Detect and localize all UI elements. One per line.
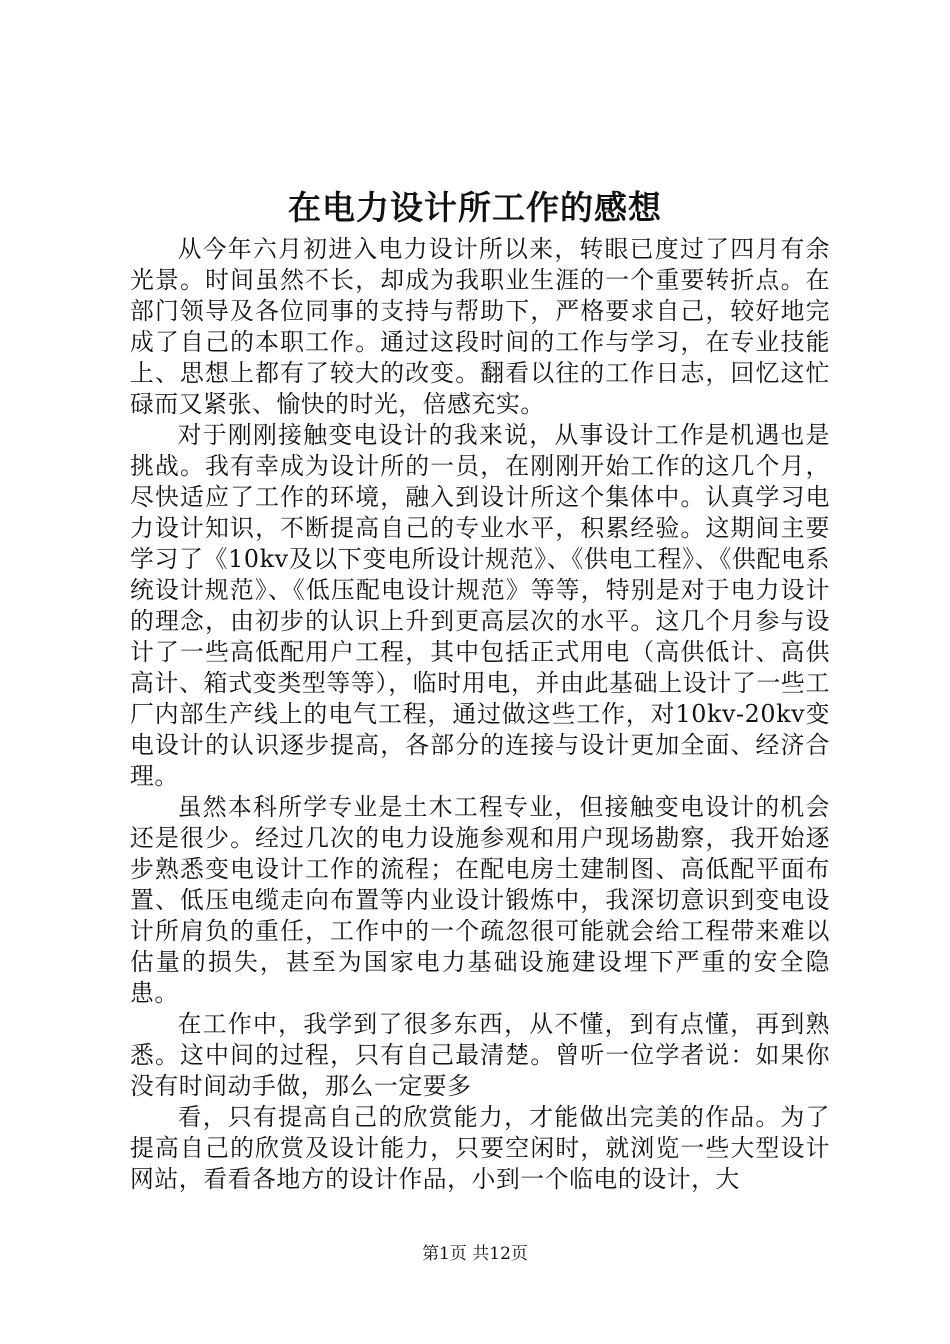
- paragraph-3: 虽然本科所学专业是土木工程专业，但接触变电设计的机会还是很少。经过几次的电力设施参观和用户现场勘察，我开始逐步熟悉变电设计工作的流程；在配电房土建制图、高低配平面布置、低压电缆走向布置等内业设计锻炼中，我深切意识到变电设计所肩负的重任，工作中的一个疏忽很可能就会给工程带来难以估量的损失，甚至为国家电力基础设施建设埋下严重的安全隐患。: [130, 793, 830, 1007]
- paragraph-1: 从今年六月初进入电力设计所以来，转眼已度过了四月有余光景。时间虽然不长，却成为我职业生涯的一个重要转折点。在部门领导及各位同事的支持与帮助下，严格要求自己，较好地完成了自己的本职工作。通过这段时间的工作与学习，在专业技能上、思想上都有了较大的改变。翻看以往的工作日志，回忆这忙碌而又紧张、愉快的时光，倍感充实。: [130, 235, 830, 418]
- paragraph-4: 在工作中，我学到了很多东西，从不懂，到有点懂，再到熟悉。这中间的过程，只有自己最清楚。曾听一位学者说：如果你没有时间动手做，那么一定要多: [130, 1010, 830, 1100]
- document-body: [130, 234, 830, 1195]
- page-number-footer: 第1页 共12页: [422, 1244, 528, 1264]
- document-title: 在电力设计所工作的感想: [288, 188, 662, 227]
- paragraph-2: 对于刚刚接触变电设计的我来说，从事设计工作是机遇也是挑战。我有幸成为设计所的一员，在刚刚开始工作的这几个月，尽快适应了工作的环境，融入到设计所这个集体中。认真学习电力设计知识，不断提高自己的专业水平，积累经验。这期间主要学习了《10kv及以下变电所设计规范》、《供电工程》、《供配电系统设计规范》、《低压配电设计规范》等等，特别是对于电力设计的理念，由初步的认识上升到更高层次的水平。这几个月参与设计了一些高低配用户工程，其中包括正式用电（高供低计、高供高计、箱式变类型等等），临时用电，并由此基础上设计了一些工厂内部生产线上的电气工程，通过做这些工作，对10kv-20kv变电设计的认识逐步提高，各部分的连接与设计更加全面、经济合理。: [130, 421, 830, 790]
- paragraph-5: 看，只有提高自己的欣赏能力，才能做出完美的作品。为了提高自己的欣赏及设计能力，只要空闲时，就浏览一些大型设计网站，看看各地方的设计作品，小到一个临电的设计，大: [130, 1103, 830, 1193]
